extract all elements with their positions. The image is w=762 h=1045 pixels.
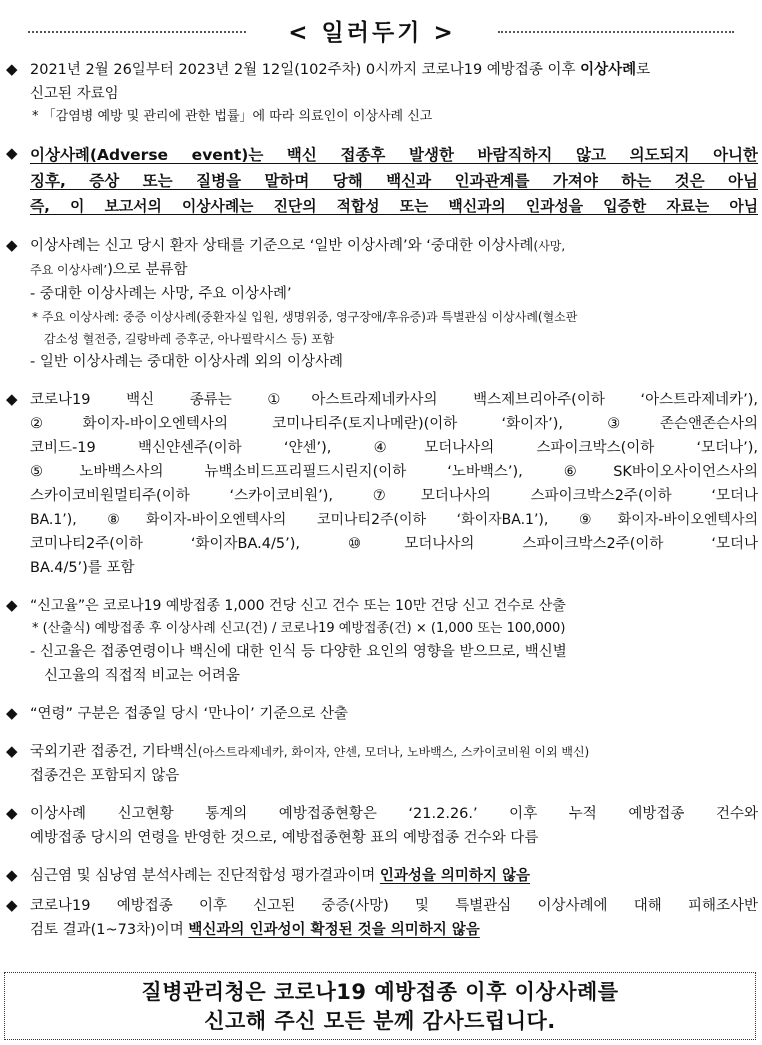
note-line: BA.1’), ⑧화이자-바이오엔텍사의 코미나티2주(이하 ‘화이자BA.1’), ⑨화이자-바이오엔텍사의 (30, 512, 758, 528)
dash-line: 신고율의 직접적 비교는 어려움 (44, 668, 240, 684)
note-item-age (4, 702, 758, 726)
page-title: < 일러두기 > (288, 20, 456, 46)
note-line: 예방접종 당시의 연령을 반영한 것으로, 예방접종현황 표의 예방접종 건수와 다름 (30, 830, 539, 846)
note-line: 스카이코비원멀티주(이하 ‘스카이코비원’), ⑦모더나사의 스파이크박스2주(이하 ‘모더나 (30, 488, 758, 504)
note-line: 심근염 및 심낭염 분석사례는 진단적합성 평가결과이며 인과성을 의미하지 않음 (30, 868, 530, 884)
diamond-bullet-icon: ◆ (6, 742, 18, 760)
thank-you-line: 신고해 주신 모든 분께 감사드립니다. (204, 1009, 556, 1033)
note-line: 코로나19 예방접종 이후 신고된 중증(사망) 및 특별관심 이상사례에 대해 피해조사반 (30, 898, 758, 914)
note-line: 접종건은 포함되지 않음 (30, 768, 180, 784)
bold-text: 이상사례 (580, 62, 637, 78)
dash-line: - 중대한 이상사례는 사망, 주요 이상사례’ (30, 286, 292, 302)
note-item-period (4, 58, 758, 128)
note-line: “연령” 구분은 접종일 당시 ‘만나이’ 기준으로 산출 (30, 706, 349, 722)
header-rule-left (28, 31, 246, 33)
note-line: 신고된 자료임 (30, 86, 119, 102)
note-line: ②화이자-바이오엔텍사의 코미나티주(토지나메란)(이하 ‘화이자’), ③존슨앤존슨사의 (30, 416, 758, 432)
footnote: * (산출식) 예방접종 후 이상사례 신고(건) / 코로나19 예방접종(건) × (1,000 또는 100,000) (32, 621, 566, 636)
header-rule-right (498, 31, 734, 33)
note-line: “신고율”은 코로나19 예방접종 1,000 건당 신고 건수 또는 10만 건당 신고 건수로 산출 (30, 598, 566, 614)
notes-list (4, 58, 758, 956)
footnote: * 주요 이상사례: 중증 이상사례(중환자실 입원, 생명위중, 영구장애/후유증)과 특별관심 이상사례(혈소판 (32, 310, 578, 324)
note-line: 코비드-19 백신얀센주(이하 ‘얀센’), ④모더나사의 스파이크박스(이하 ‘모더나’), (30, 440, 758, 456)
note-line: 코미나티2주(이하 ‘화이자BA.4/5’), ⑩모더나사의 스파이크박스2주(이하 ‘모더나 (30, 536, 758, 552)
diamond-bullet-icon: ◆ (6, 866, 18, 884)
thank-you-box (4, 972, 756, 1040)
diamond-bullet-icon: ◆ (6, 596, 18, 614)
dash-line: - 일반 이상사례는 중대한 이상사례 외의 이상사례 (30, 354, 344, 370)
note-line: 검토 결과(1~73차)이며 백신과의 인과성이 확정된 것을 의미하지 않음 (30, 922, 480, 938)
diamond-bullet-icon: ◆ (6, 704, 18, 722)
note-item-vaccination-status (4, 802, 758, 850)
footnote: 감소성 혈전증, 길랑바레 증후군, 아나필락시스 등) 포함 (44, 332, 335, 346)
diamond-bullet-icon: ◆ (6, 896, 18, 914)
diamond-bullet-icon: ◆ (6, 144, 18, 162)
diamond-bullet-icon: ◆ (6, 390, 18, 408)
note-line: 주요 이상사례’)으로 분류함 (30, 262, 188, 278)
note-line: 국외기관 접종건, 기타백신(아스트라제네카, 화이자, 얀센, 모더나, 노바백스, 스카이코비원 이외 백신) (30, 744, 590, 760)
diamond-bullet-icon: ◆ (6, 804, 18, 822)
emphasis-line: 징후, 증상 또는 질병을 말하며 당해 백신과 인과관계를 가져야 하는 것은 아님 (30, 172, 758, 190)
diamond-bullet-icon: ◆ (6, 236, 18, 254)
emphasis-line: 즉, 이 보고서의 이상사례는 진단의 적합성 또는 백신과의 인과성을 입증한 자료는 아님 (30, 198, 758, 215)
note-item-myocarditis (4, 864, 758, 888)
note-item-vaccine-types (4, 388, 758, 580)
emphasis-text: 인과성을 의미하지 않음 (379, 868, 530, 884)
note-item-classification (4, 234, 758, 374)
note-line: 2021년 2월 26일부터 2023년 2월 12일(102주차) 0시까지 코로나19 예방접종 이후 이상사례로 (30, 62, 651, 78)
section-header (0, 14, 762, 48)
emphasis-line: 이상사례(Adverse event)는 백신 접종후 발생한 바람직하지 않고 의도되지 아니한 (30, 146, 758, 164)
emphasis-text: 백신과의 인과성이 확정된 것을 의미하지 않음 (188, 922, 480, 938)
note-item-exclusions (4, 740, 758, 788)
note-item-adverse-event-definition (4, 142, 758, 220)
note-item-investigation (4, 894, 758, 942)
note-line: 이상사례 신고현황 통계의 예방접종현황은 ‘21.2.26.’ 이후 누적 예방접종 건수와 (30, 806, 758, 822)
thank-you-line: 질병관리청은 코로나19 예방접종 이후 이상사례를 (141, 980, 619, 1004)
dash-line: - 신고율은 접종연령이나 백신에 대한 인식 등 다양한 요인의 영향을 받으므로, 백신별 (30, 644, 567, 660)
note-line: ⑤노바백스사의 뉴백소비드프리필드시린지(이하 ‘노바백스’), ⑥SK바이오사이언스사의 (30, 464, 758, 480)
note-line: 이상사례는 신고 당시 환자 상태를 기준으로 ‘일반 이상사례’와 ‘중대한 이상사례(사망, (30, 238, 566, 254)
note-line: BA.4/5’)를 포함 (30, 560, 135, 576)
note-item-report-rate (4, 594, 758, 688)
note-line: 코로나19 백신 종류는 ①아스트라제네카사의 백스제브리아주(이하 ‘아스트라제네카’), (30, 392, 758, 408)
footnote: * 「감염병 예방 및 관리에 관한 법률」에 따라 의료인이 이상사례 신고 (32, 109, 433, 124)
diamond-bullet-icon: ◆ (6, 60, 18, 78)
